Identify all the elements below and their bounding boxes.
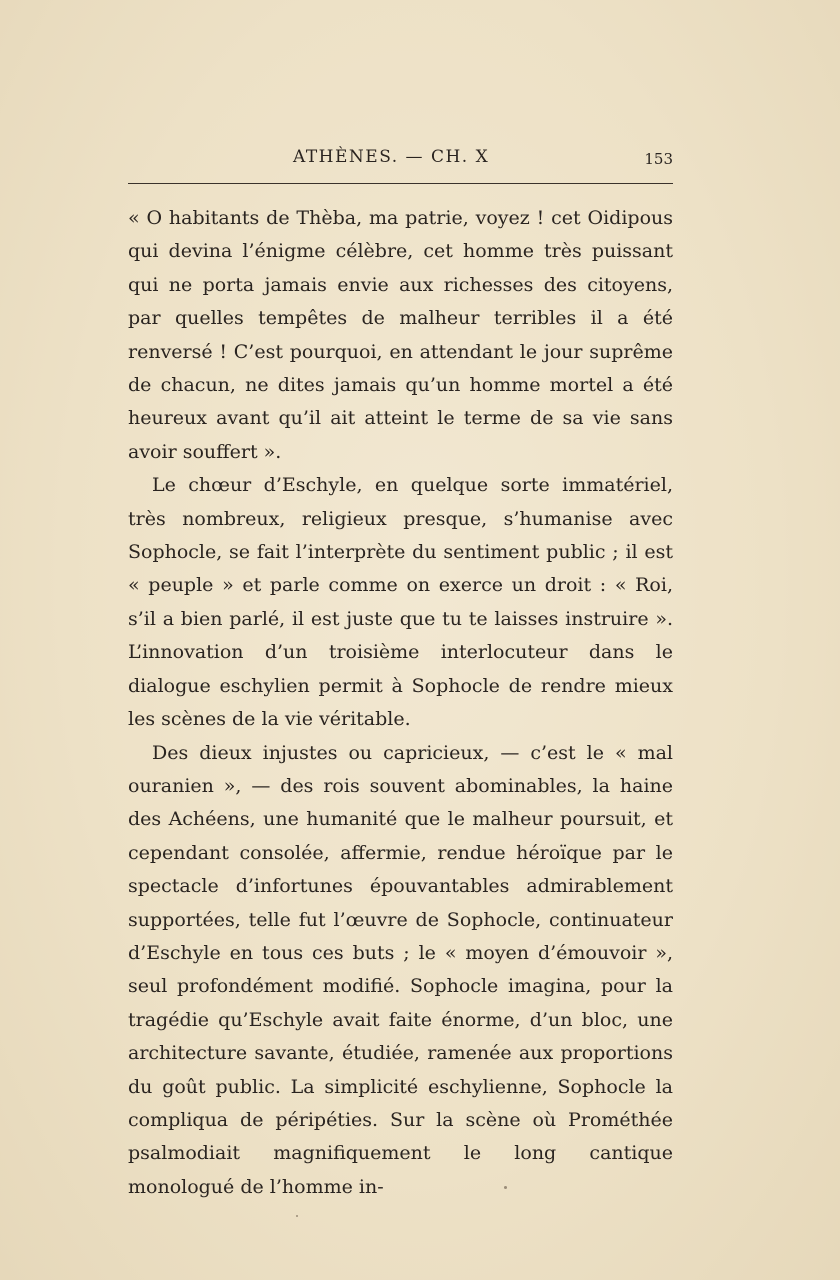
page-number: 153 [644, 150, 673, 168]
running-title: ATHÈNES. — CH. X [293, 147, 490, 167]
paragraph-quote: « O habitants de Thèba, ma patrie, voyez ! cet Oidipous qui devina l’énigme célèbre, cet homme très puissant qui ne porta jamais envie aux richesses des citoyens, par quelles tempêtes de malheur terribles il a été renversé ! C’est pourquoi, en attendant le jour suprême de chacun, ne dites jamais qu’un homme mortel a été heureux avant qu’il ait atteint le terme de sa vie sans avoir souffert ». [128, 207, 673, 463]
header-rule [128, 183, 673, 184]
paragraph-choeur: Le chœur d’Eschyle, en quelque sorte immatériel, très nombreux, religieux presque, s’humanise avec Sophocle, se fait l’interprète du sentiment public ; il est « peuple » et parle comme on exerce un droit : « Roi, s’il a bien parlé, il est juste que tu te laisses instruire ». L’innovation d’un troisième interlocuteur dans le dialogue eschylien permit à Sophocle de rendre mieux les scènes de la vie véritable. [128, 474, 673, 731]
paper-speck [296, 1215, 298, 1217]
paper-speck [504, 1186, 507, 1189]
body-text [128, 202, 673, 1204]
paragraph-dieux: Des dieux injustes ou capricieux, — c’est le « mal ouranien », — des rois souvent abominables, la haine des Achéens, une humanité que le malheur poursuit, et cependant consolée, affermie, rendue héroïque par le spectacle d’infortunes épouvantables admirablement supportées, telle fut l’œuvre de Sophocle, continuateur d’Eschyle en tous ces buts ; le « moyen d’émouvoir », seul profondément modifié. Sophocle imagina, pour la tragédie qu’Eschyle avait faite énorme, d’un bloc, une architecture savante, étudiée, ramenée aux proportions du goût public. La simplicité eschylienne, Sophocle la compliqua de péripéties. Sur la scène où Prométhée psalmodiait magnifiquement le long cantique monologué de l’homme in- [128, 741, 673, 1198]
page-header [128, 143, 673, 173]
